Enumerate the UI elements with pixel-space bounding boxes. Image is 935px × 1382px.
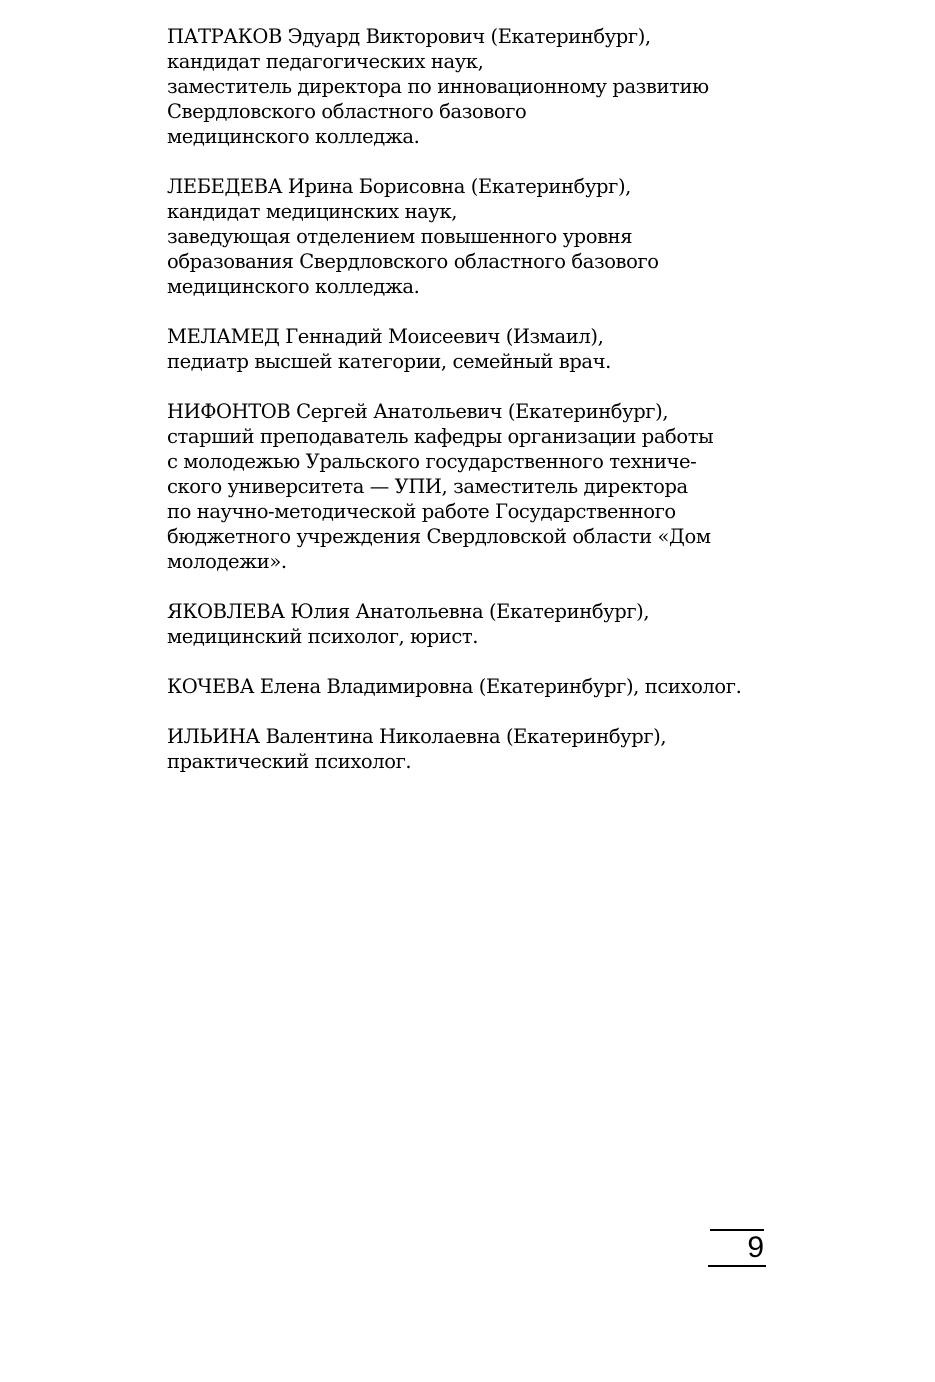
entry-line: практический психолог. xyxy=(167,750,412,773)
page-number: 9 xyxy=(747,1231,764,1264)
contributor-entry-melamed xyxy=(167,324,787,374)
entry-line: КОЧЕВА Елена Владимировна (Екатеринбург), психолог. xyxy=(167,675,742,698)
entry-line: медицинского колледжа. xyxy=(167,125,420,148)
entry-line: заместитель директора по инновационному развитию xyxy=(167,75,709,98)
entry-line: по научно-методической работе Государственного xyxy=(167,500,676,523)
entry-line: кандидат педагогических наук, xyxy=(167,50,484,73)
contributor-entry-patrakov xyxy=(167,24,787,149)
entry-line: медицинский психолог, юрист. xyxy=(167,625,479,648)
entry-line: ИЛЬИНА Валентина Николаевна (Екатеринбург), xyxy=(167,725,667,748)
contributor-entry-kocheva xyxy=(167,674,787,699)
contributor-entry-ilyina xyxy=(167,724,787,774)
page-number-block xyxy=(708,1226,766,1270)
entry-line: кандидат медицинских наук, xyxy=(167,200,458,223)
entry-line: старший преподаватель кафедры организации работы xyxy=(167,425,714,448)
contributor-entry-nifontov xyxy=(167,399,787,574)
entry-line: ПАТРАКОВ Эдуард Викторович (Екатеринбург), xyxy=(167,25,651,48)
entry-line: образования Свердловского областного базового xyxy=(167,250,659,273)
entry-line: молодежи». xyxy=(167,550,287,573)
entry-line: МЕЛАМЕД Геннадий Моисеевич (Измаил), xyxy=(167,325,604,348)
entry-line: ского университета — УПИ, заместитель директора xyxy=(167,475,688,498)
entry-line: ЯКОВЛЕВА Юлия Анатольевна (Екатеринбург), xyxy=(167,600,650,623)
entry-line: бюджетного учреждения Свердловской области «Дом xyxy=(167,525,711,548)
contributor-entry-yakovleva xyxy=(167,599,787,649)
entry-line: заведующая отделением повышенного уровня xyxy=(167,225,633,248)
entry-line: с молодежью Уральского государственного техниче- xyxy=(167,450,697,473)
contributors-list xyxy=(167,24,787,799)
entry-line: Свердловского областного базового xyxy=(167,100,527,123)
contributor-entry-lebedeva xyxy=(167,174,787,299)
entry-line: медицинского колледжа. xyxy=(167,275,420,298)
page-number-bottom-rule xyxy=(708,1265,766,1267)
entry-line: ЛЕБЕДЕВА Ирина Борисовна (Екатеринбург), xyxy=(167,175,631,198)
entry-line: педиатр высшей категории, семейный врач. xyxy=(167,350,611,373)
entry-line: НИФОНТОВ Сергей Анатольевич (Екатеринбург), xyxy=(167,400,669,423)
